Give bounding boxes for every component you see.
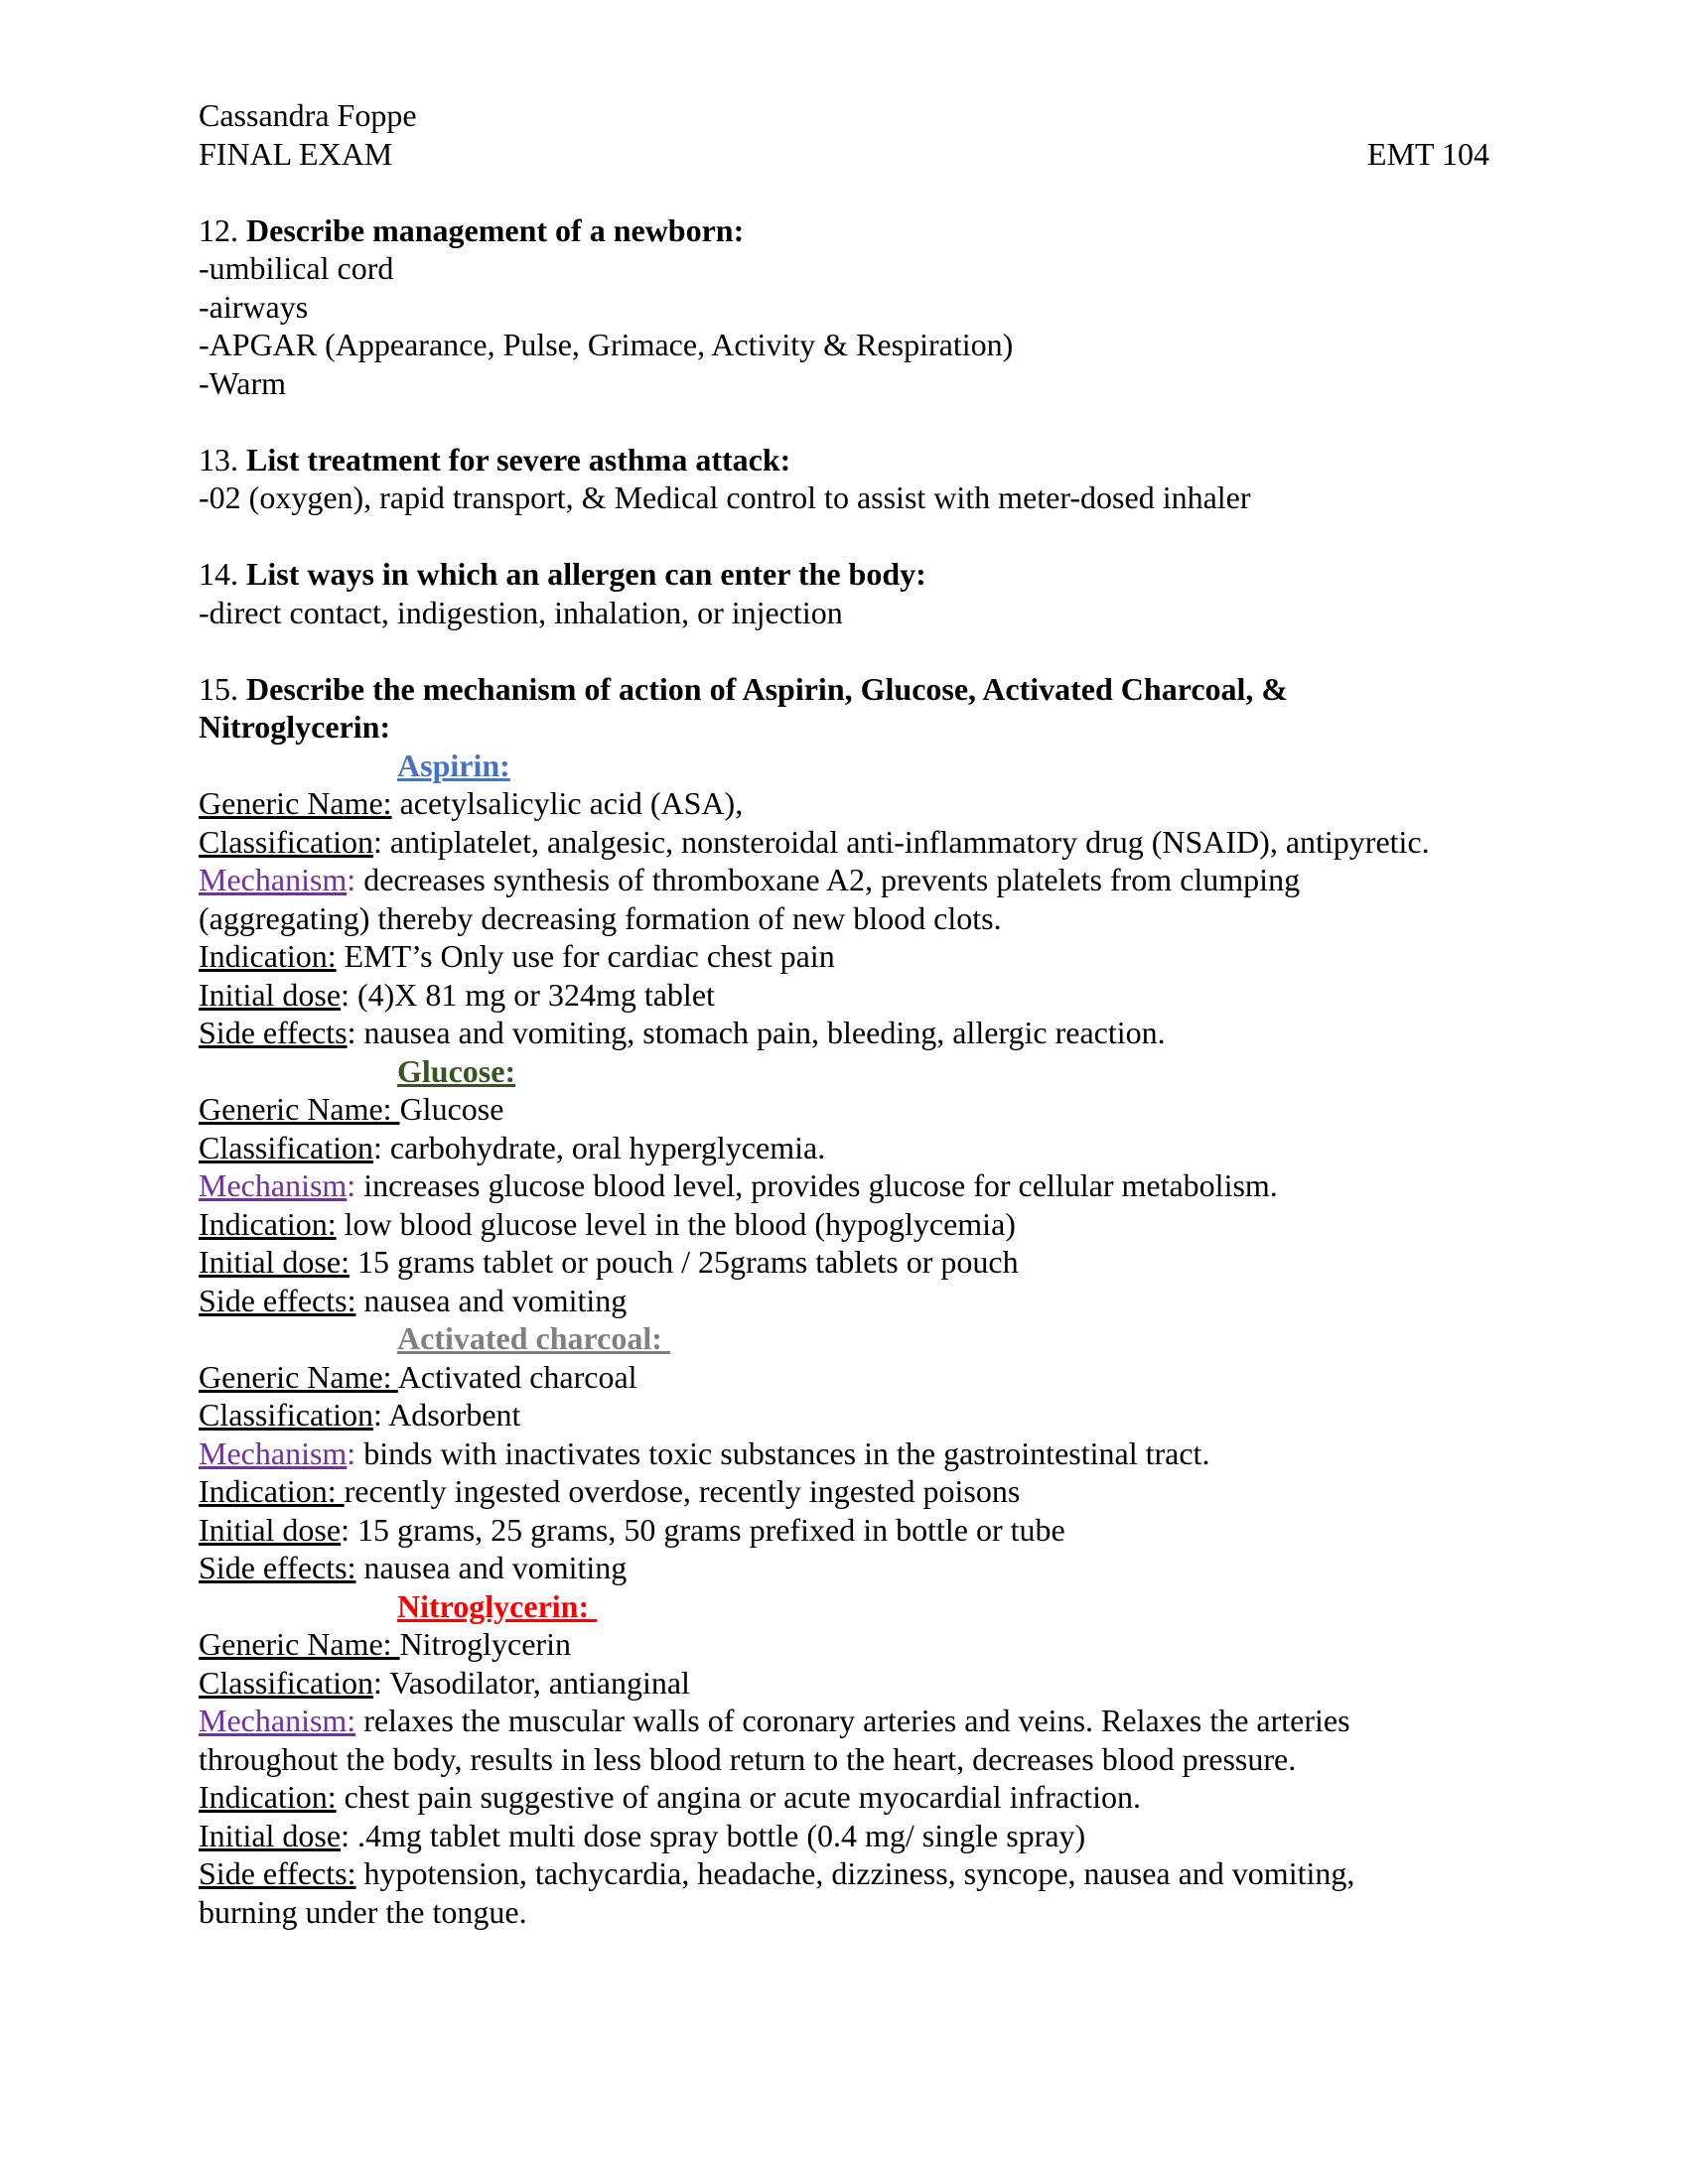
field-value: : (4)X 81 mg or 324mg tablet	[341, 976, 715, 1013]
field-value: recently ingested overdose, recently ingested poisons	[344, 1473, 1021, 1509]
field-label: Indication:	[199, 938, 337, 974]
field-label: Initial dose:	[199, 1244, 350, 1280]
field-label: Indication:	[199, 1205, 337, 1242]
question-text: Nitroglycerin:	[199, 709, 391, 745]
field-value: chest pain suggestive of angina or acute myocardial infraction.	[336, 1779, 1141, 1815]
field-label: Mechanism	[199, 862, 348, 897]
field-value: : nausea and vomiting, stomach pain, bleeding, allergic reaction.	[347, 1015, 1166, 1050]
field-initial-dose	[199, 1511, 1489, 1550]
field-indication	[199, 937, 1489, 976]
field-label: Side effects	[199, 1015, 348, 1050]
field-value: Activated charcoal	[397, 1358, 637, 1395]
field-label: Generic Name:	[199, 1626, 400, 1662]
field-generic-name	[199, 1090, 1489, 1129]
field-value: low blood glucose level in the blood (hypoglycemia)	[336, 1205, 1016, 1242]
field-label: Generic Name:	[199, 785, 392, 821]
field-label: Mechanism	[199, 1167, 348, 1203]
field-label: Mechanism	[199, 1434, 348, 1471]
question-number: 12.	[199, 211, 246, 248]
field-value: Glucose	[399, 1091, 504, 1127]
field-initial-dose	[199, 976, 1489, 1015]
question-text: List treatment for severe asthma attack:	[246, 441, 791, 478]
exam-header-row	[199, 135, 1489, 174]
field-label: Classification	[199, 823, 373, 860]
field-classification	[199, 1129, 1489, 1167]
field-separator: :	[347, 862, 356, 897]
question-14-title	[199, 555, 1489, 594]
field-value: : Vasodilator, antianginal	[372, 1664, 690, 1701]
field-side-effects-cont: burning under the tongue.	[199, 1893, 527, 1930]
field-classification	[199, 1396, 1489, 1434]
question-text: Describe management of a newborn:	[246, 211, 745, 248]
field-label: Side effects:	[199, 1855, 356, 1891]
field-separator: :	[347, 1434, 356, 1471]
field-mechanism-cont: throughout the body, results in less blood return to the heart, decreases blood pressure.	[199, 1740, 1297, 1777]
field-initial-dose	[199, 1243, 1489, 1282]
question-text: List ways in which an allergen can enter the body:	[246, 556, 926, 592]
field-value: increases glucose blood level, provides glucose for cellular metabolism.	[355, 1167, 1278, 1203]
field-value: : antiplatelet, analgesic, nonsteroidal anti-inflammatory drug (NSAID), antipyretic.	[372, 823, 1430, 860]
field-value: : .4mg tablet multi dose spray bottle (0.4 mg/ single spray)	[341, 1817, 1086, 1853]
field-value: nausea and vomiting	[355, 1550, 628, 1585]
answer-text: -direct contact, indigestion, inhalation, or injection	[199, 594, 843, 630]
field-value: binds with inactivates toxic substances in the gastrointestinal tract.	[355, 1434, 1210, 1471]
field-label: Side effects:	[199, 1550, 356, 1585]
field-side-effects	[199, 1282, 1489, 1320]
course-code: EMT 104	[1367, 135, 1489, 172]
field-label: Indication:	[199, 1779, 337, 1815]
answer-item: -Warm	[199, 364, 287, 401]
field-value: relaxes the muscular walls of coronary arteries and veins. Relaxes the arteries	[355, 1703, 1350, 1738]
field-label: Indication:	[199, 1473, 345, 1509]
field-value: hypotension, tachycardia, headache, dizziness, syncope, nausea and vomiting,	[355, 1855, 1355, 1891]
field-label: Classification	[199, 1397, 373, 1433]
drug-heading-activated-charcoal: Activated charcoal:	[397, 1320, 670, 1356]
student-name: Cassandra Foppe	[199, 97, 417, 133]
field-classification	[199, 1664, 1489, 1703]
field-label: Generic Name:	[199, 1091, 400, 1127]
field-value: nausea and vomiting	[355, 1282, 628, 1318]
field-label: Generic Name:	[199, 1358, 398, 1395]
field-mechanism	[199, 861, 1489, 899]
field-value: : carbohydrate, oral hyperglycemia.	[372, 1129, 826, 1165]
field-mechanism-cont: (aggregating) thereby decreasing formation of new blood clots.	[199, 899, 1002, 936]
field-value: decreases synthesis of thromboxane A2, prevents platelets from clumping	[355, 862, 1301, 897]
drug-heading-aspirin: Aspirin:	[397, 747, 510, 783]
field-separator: :	[347, 1167, 356, 1203]
field-initial-dose	[199, 1817, 1489, 1855]
field-indication	[199, 1205, 1489, 1244]
question-text: Describe the mechanism of action of Aspirin, Glucose, Activated Charcoal, &	[246, 670, 1289, 707]
field-mechanism	[199, 1166, 1489, 1205]
exam-title: FINAL EXAM	[199, 135, 393, 172]
field-label: Classification	[199, 1664, 373, 1701]
answer-item: -APGAR (Appearance, Pulse, Grimace, Activity & Respiration)	[199, 327, 1014, 362]
field-side-effects	[199, 1854, 1489, 1893]
field-mechanism	[199, 1434, 1489, 1473]
field-mechanism	[199, 1702, 1489, 1740]
field-label: Initial dose	[199, 1511, 342, 1548]
answer-item: -airways	[199, 288, 309, 325]
field-value: acetylsalicylic acid (ASA),	[391, 785, 744, 821]
answer-item: -umbilical cord	[199, 250, 394, 286]
question-number: 15.	[199, 670, 246, 707]
field-indication	[199, 1472, 1489, 1511]
question-number: 14.	[199, 556, 246, 592]
field-indication	[199, 1778, 1489, 1817]
drug-heading-glucose: Glucose:	[397, 1052, 516, 1089]
field-value: : Adsorbent	[372, 1397, 521, 1433]
field-value: EMT’s Only use for cardiac chest pain	[336, 938, 835, 974]
field-generic-name	[199, 1625, 1489, 1664]
field-label: Classification	[199, 1129, 373, 1165]
field-label: Mechanism:	[199, 1703, 356, 1738]
drug-heading-nitroglycerin: Nitroglycerin:	[397, 1587, 598, 1624]
question-15-title	[199, 670, 1489, 709]
field-side-effects	[199, 1014, 1489, 1052]
field-side-effects	[199, 1549, 1489, 1587]
question-13-title	[199, 441, 1489, 479]
answer-text: -02 (oxygen), rapid transport, & Medical control to assist with meter-dosed inhaler	[199, 479, 1251, 515]
field-value: Nitroglycerin	[399, 1626, 571, 1662]
field-label: Initial dose	[199, 976, 342, 1013]
field-label: Initial dose	[199, 1817, 342, 1853]
question-15-title-cont	[199, 708, 1489, 747]
question-number: 13.	[199, 441, 246, 478]
question-12-title	[199, 211, 1489, 250]
field-classification	[199, 823, 1489, 862]
field-generic-name	[199, 784, 1489, 823]
field-generic-name	[199, 1358, 1489, 1397]
field-label: Side effects:	[199, 1282, 356, 1318]
field-value: 15 grams tablet or pouch / 25grams tablets or pouch	[349, 1244, 1019, 1280]
field-value: : 15 grams, 25 grams, 50 grams prefixed in bottle or tube	[341, 1511, 1065, 1548]
